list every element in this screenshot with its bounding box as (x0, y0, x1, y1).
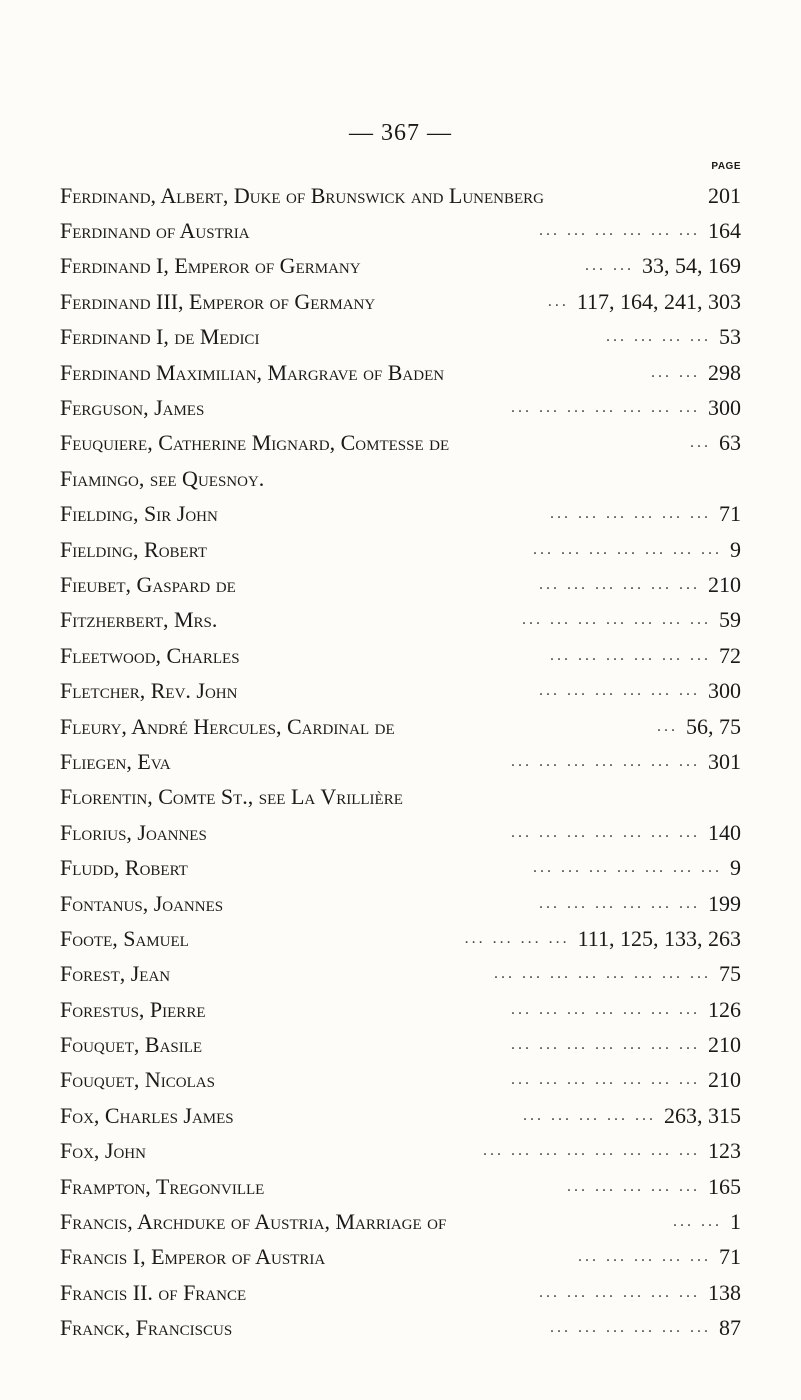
index-entry-name: Ferdinand, Albert, Duke of Brunswick and Lunenberg (60, 182, 544, 208)
index-entry (60, 1098, 741, 1133)
index-entry-name: Fludd, Robert (60, 855, 188, 881)
index-entry-pages: 56, 75 (686, 713, 741, 739)
dot-leader: ... ... ... ... ... (578, 1248, 711, 1266)
index-entry (60, 957, 741, 992)
dot-leader: ... ... ... ... ... ... ... (511, 1000, 700, 1018)
index-entry-pages: 298 (708, 359, 741, 385)
index-entry-name: Ferguson, James (60, 395, 205, 421)
index-entry (60, 426, 741, 461)
dot-leader: ... ... ... ... (606, 328, 711, 346)
dot-leader: ... ... ... ... ... ... (539, 1283, 700, 1301)
index-entry-name: Ferdinand I, Emperor of Germany (60, 253, 361, 279)
index-entry-pages: 210 (708, 1067, 741, 1093)
index-entry-pages: 300 (708, 395, 741, 421)
index-entry (60, 603, 741, 638)
index-entry-pages: 210 (708, 571, 741, 597)
dot-leader: ... ... ... ... ... ... ... ... (483, 1142, 700, 1160)
index-entry (60, 744, 741, 779)
index-entry-pages: 63 (719, 430, 741, 456)
index-entry-pages: 71 (719, 1244, 741, 1270)
page-number: — 367 — (349, 120, 452, 146)
index-entry-pages: 164 (708, 218, 741, 244)
dot-leader: ... ... (673, 1213, 722, 1231)
index-entry (60, 638, 741, 673)
index-entry-pages: 263, 315 (664, 1102, 741, 1128)
index-entry (60, 1311, 741, 1346)
index-entry (60, 1275, 741, 1310)
dot-leader: ... ... ... ... ... ... ... (533, 859, 722, 877)
index-entry-name: Fox, Charles James (60, 1102, 234, 1128)
index-entry-name: Franck, Franciscus (60, 1315, 233, 1341)
index-entry (60, 567, 741, 602)
index-entry (60, 886, 741, 921)
index-entry-name: Fielding, Sir John (60, 501, 218, 527)
dot-leader: ... (690, 434, 711, 452)
index-entry-pages: 210 (708, 1032, 741, 1058)
dot-leader: ... ... ... ... ... ... ... (511, 823, 700, 841)
index-entry-pages: 138 (708, 1279, 741, 1305)
dot-leader: ... ... ... ... ... (567, 1177, 700, 1195)
index-entry (60, 497, 741, 532)
index-entry-name: Fontanus, Joannes (60, 890, 224, 916)
index-entry-name: Foote, Samuel (60, 925, 189, 951)
index-entry-pages: 53 (719, 324, 741, 350)
index-entry (60, 249, 741, 284)
dot-leader: ... ... ... ... ... ... (550, 1319, 711, 1337)
index-entry (60, 1134, 741, 1169)
index-entry-pages: 111, 125, 133, 263 (577, 925, 741, 951)
index-entry (60, 850, 741, 885)
index-entry-pages: 140 (708, 819, 741, 845)
index-entry-name: Francis II. of France (60, 1279, 247, 1305)
index-entry-pages: 201 (708, 182, 741, 208)
index-entry (60, 673, 741, 708)
index-entry-name: Fielding, Robert (60, 536, 207, 562)
index-entry (60, 1027, 741, 1062)
index-entry-name: Forestus, Pierre (60, 996, 206, 1022)
dot-leader: ... ... ... ... ... ... ... (511, 399, 700, 417)
index-entry (60, 178, 741, 213)
index-entry-name: Ferdinand III, Emperor of Germany (60, 288, 376, 314)
index-entry-pages: 33, 54, 169 (642, 253, 741, 279)
dot-leader: ... ... ... ... ... ... (539, 222, 700, 240)
index-entry-pages: 59 (719, 607, 741, 633)
index-entry-pages: 123 (708, 1138, 741, 1164)
index-entry-pages: 87 (719, 1315, 741, 1341)
index-entry-pages: 75 (719, 961, 741, 987)
index-entry-name: Fleury, André Hercules, Cardinal de (60, 713, 395, 739)
index-entry-name: Fouquet, Basile (60, 1032, 203, 1058)
index-entry-list (60, 178, 741, 1346)
dot-leader: ... ... ... ... ... ... (550, 646, 711, 664)
index-entry (60, 461, 741, 496)
index-entry-pages: 9 (730, 536, 741, 562)
index-entry (60, 815, 741, 850)
index-entry (60, 1169, 741, 1204)
index-entry-pages: 300 (708, 678, 741, 704)
index-entry-name: Fitzherbert, Mrs. (60, 607, 218, 633)
index-entry-name: Forest, Jean (60, 961, 171, 987)
index-entry-pages: 9 (730, 855, 741, 881)
index-entry (60, 921, 741, 956)
index-entry-name: Ferdinand I, de Medici (60, 324, 260, 350)
index-entry (60, 213, 741, 248)
index-entry-name: Fliegen, Eva (60, 748, 171, 774)
index-entry (60, 1240, 741, 1275)
index-entry-name: Fiamingo, see Quesnoy. (60, 465, 265, 491)
index-entry-pages: 71 (719, 501, 741, 527)
index-entry-name: Fouquet, Nicolas (60, 1067, 215, 1093)
dot-leader: ... (657, 717, 678, 735)
dot-leader: ... ... ... ... ... ... (539, 682, 700, 700)
index-entry (60, 532, 741, 567)
dot-leader: ... ... ... ... ... ... ... ... (494, 965, 711, 983)
index-entry-pages: 126 (708, 996, 741, 1022)
index-entry (60, 320, 741, 355)
index-entry-pages: 301 (708, 748, 741, 774)
index-entry-name: Fox, John (60, 1138, 146, 1164)
index-entry-name: Florius, Joannes (60, 819, 207, 845)
index-entry-pages: 165 (708, 1173, 741, 1199)
index-entry-pages: 117, 164, 241, 303 (576, 288, 741, 314)
index-entry-name: Fletcher, Rev. John (60, 678, 238, 704)
dot-leader: ... ... ... ... ... ... ... (533, 540, 722, 558)
index-entry-pages: 1 (730, 1209, 741, 1235)
index-entry (60, 992, 741, 1027)
dot-leader: ... ... ... ... ... ... ... (511, 752, 700, 770)
index-entry-name: Francis I, Emperor of Austria (60, 1244, 326, 1270)
index-entry (60, 709, 741, 744)
dot-leader: ... ... ... ... ... ... ... (511, 1036, 700, 1054)
dot-leader: ... ... (651, 363, 700, 381)
index-entry-name: Fleetwood, Charles (60, 642, 240, 668)
index-entry-name: Florentin, Comte St., see La Vrillière (60, 784, 403, 810)
index-entry-pages: 72 (719, 642, 741, 668)
index-entry-name: Ferdinand Maximilian, Margrave of Baden (60, 359, 445, 385)
dot-leader: ... ... ... ... ... ... (550, 505, 711, 523)
index-entry-pages: 199 (708, 890, 741, 916)
dot-leader: ... ... (585, 257, 634, 275)
page-column-header: PAGE (711, 161, 741, 172)
dot-leader: ... ... ... ... ... ... (539, 575, 700, 593)
index-entry-name: Feuquiere, Catherine Mignard, Comtesse de (60, 430, 450, 456)
index-entry (60, 355, 741, 390)
index-entry-name: Frampton, Tregonville (60, 1173, 265, 1199)
index-entry (60, 1063, 741, 1098)
index-entry-name: Fieubet, Gaspard de (60, 571, 236, 597)
index-entry (60, 284, 741, 319)
index-entry (60, 1204, 741, 1239)
index-entry-name: Ferdinand of Austria (60, 218, 250, 244)
dot-leader: ... ... ... ... (464, 929, 570, 947)
dot-leader: ... ... ... ... ... ... ... (511, 1071, 700, 1089)
dot-leader: ... ... ... ... ... (523, 1106, 656, 1124)
index-entry (60, 780, 741, 815)
dot-leader: ... (547, 292, 569, 310)
index-entry (60, 390, 741, 425)
index-entry-name: Francis, Archduke of Austria, Marriage of (60, 1209, 447, 1235)
dot-leader: ... ... ... ... ... ... (539, 894, 700, 912)
dot-leader: ... ... ... ... ... ... ... (522, 611, 711, 629)
